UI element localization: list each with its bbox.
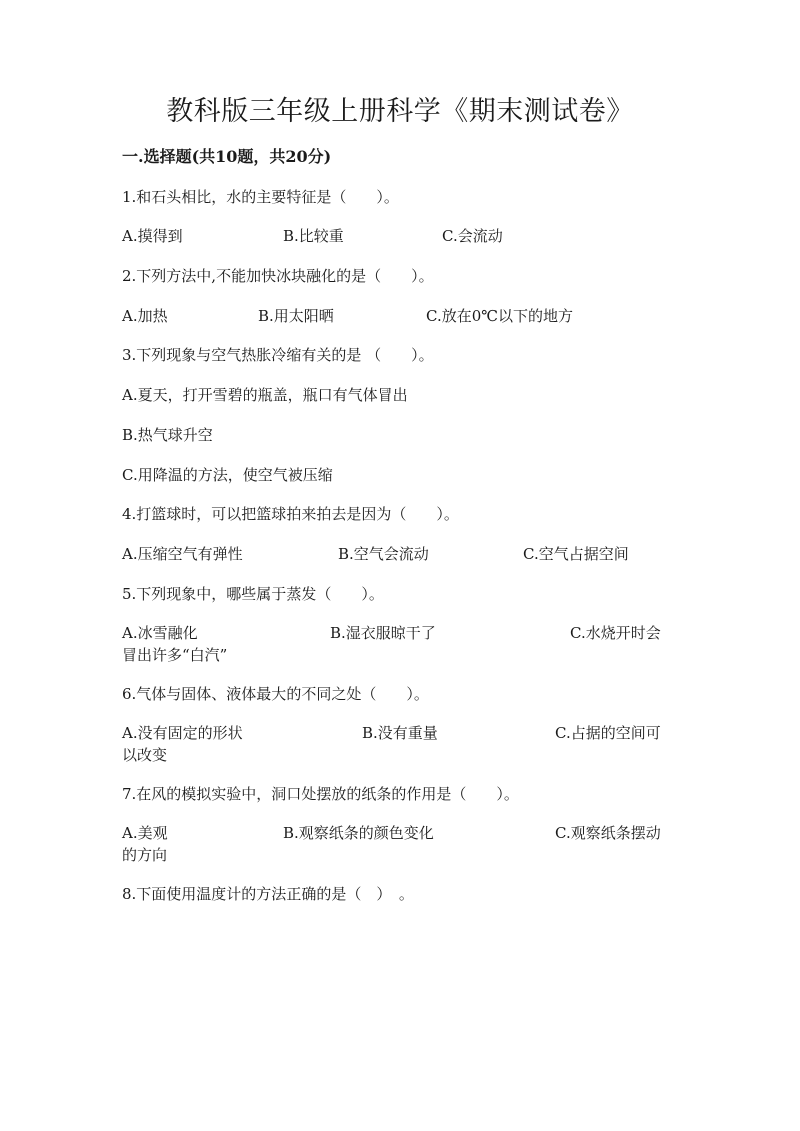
question-7-stem: 7.在风的模拟实验中，洞口处摆放的纸条的作用是（ ）。 bbox=[122, 785, 519, 803]
question-2-option-b: B.用太阳晒 bbox=[258, 307, 334, 325]
question-2-option-c: C.放在0℃以下的地方 bbox=[426, 307, 574, 325]
question-5-options bbox=[122, 622, 674, 644]
question-3-option-b: B.热气球升空 bbox=[122, 426, 213, 444]
question-7-option-c: C.观察纸条摆动 bbox=[555, 824, 661, 842]
question-4-option-c: C.空气占据空间 bbox=[523, 545, 629, 563]
question-2-option-a: A.加热 bbox=[122, 307, 168, 325]
question-7-options bbox=[122, 822, 674, 844]
question-5-stem: 5.下列现象中，哪些属于蒸发（ ）。 bbox=[122, 585, 384, 603]
question-4-option-a: A.压缩空气有弹性 bbox=[122, 545, 243, 563]
question-1-option-b: B.比较重 bbox=[283, 227, 344, 245]
question-3-option-c: C.用降温的方法，使空气被压缩 bbox=[122, 466, 333, 484]
question-5-option-a: A.冰雪融化 bbox=[122, 624, 198, 642]
question-1-option-a: A.摸得到 bbox=[122, 227, 183, 245]
question-5-option-c-wrap: 冒出许多“白汽” bbox=[122, 646, 228, 664]
question-6-stem: 6.气体与固体、液体最大的不同之处（ ）。 bbox=[122, 685, 429, 703]
question-4-stem: 4.打篮球时，可以把篮球拍来拍去是因为（ ）。 bbox=[122, 505, 459, 523]
question-1-stem: 1.和石头相比，水的主要特征是（ ）。 bbox=[122, 188, 399, 206]
question-7-option-c-wrap: 的方向 bbox=[122, 846, 168, 864]
question-6-option-b: B.没有重量 bbox=[362, 724, 438, 742]
question-6-options bbox=[122, 722, 674, 744]
question-1-option-c: C.会流动 bbox=[442, 227, 503, 245]
exam-title: 教科版三年级上册科学《期末测试卷》 bbox=[166, 96, 634, 127]
question-2-stem: 2.下列方法中,不能加快冰块融化的是（ ）。 bbox=[122, 267, 434, 285]
question-3-option-a: A.夏天，打开雪碧的瓶盖，瓶口有气体冒出 bbox=[122, 386, 408, 404]
question-7-option-b: B.观察纸条的颜色变化 bbox=[283, 824, 434, 842]
question-8-stem: 8.下面使用温度计的方法正确的是（ ） 。 bbox=[122, 885, 414, 903]
question-7-option-a: A.美观 bbox=[122, 824, 168, 842]
question-6-option-c: C.占据的空间可 bbox=[555, 724, 661, 742]
question-2-options bbox=[122, 305, 674, 327]
question-6-option-a: A.没有固定的形状 bbox=[122, 724, 243, 742]
question-4-options bbox=[122, 543, 674, 565]
section-heading: 一.选择题(共10题，共20分) bbox=[122, 147, 332, 166]
question-5-option-c: C.水烧开时会 bbox=[570, 624, 661, 642]
question-5-option-b: B.湿衣服晾干了 bbox=[330, 624, 436, 642]
question-4-option-b: B.空气会流动 bbox=[338, 545, 429, 563]
question-6-option-c-wrap: 以改变 bbox=[122, 746, 168, 764]
question-1-options bbox=[122, 225, 674, 247]
question-3-stem: 3.下列现象与空气热胀冷缩有关的是 （ ）。 bbox=[122, 346, 434, 364]
